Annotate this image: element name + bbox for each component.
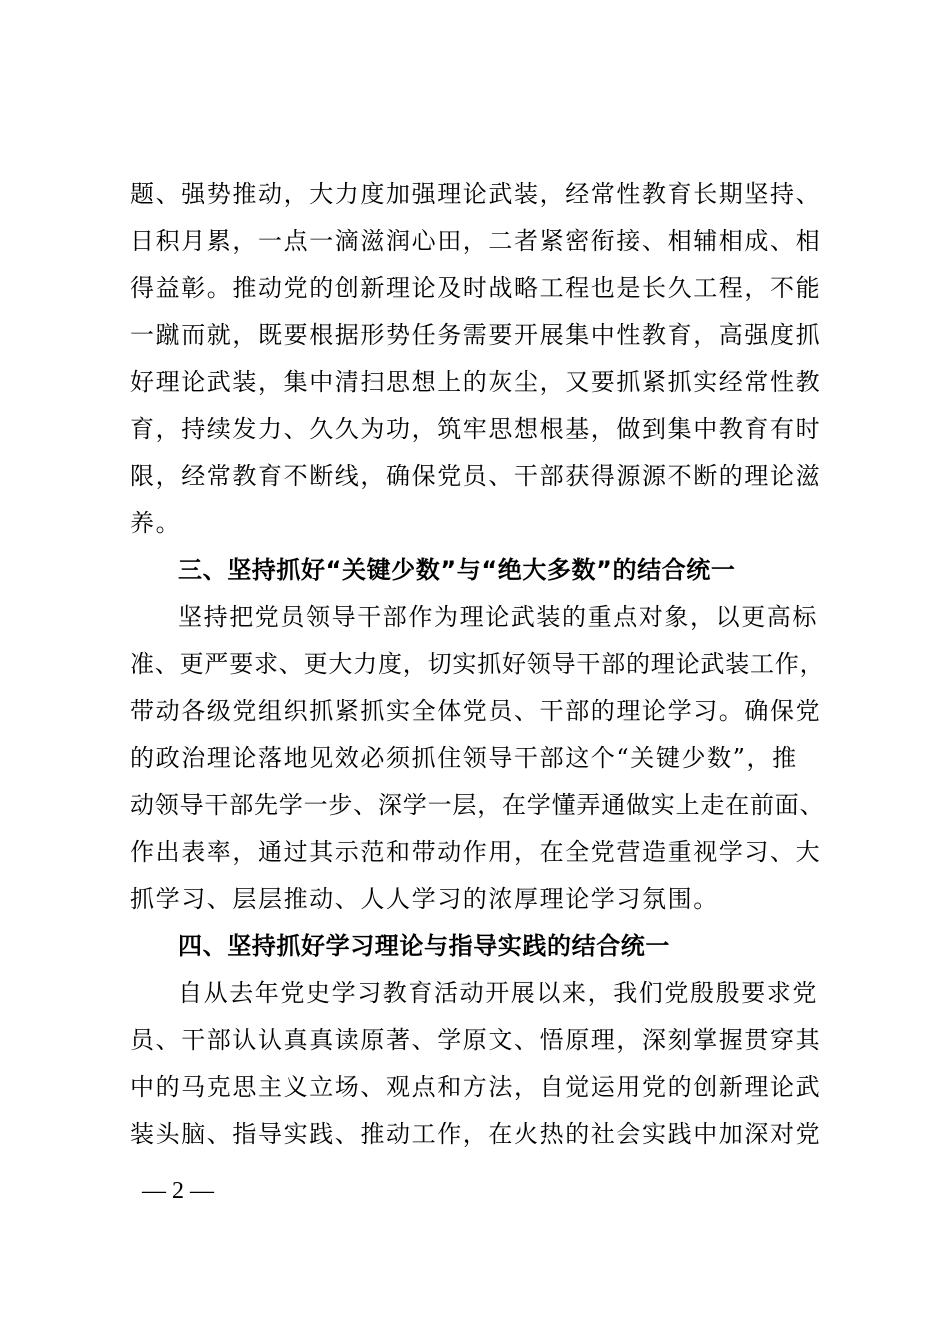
paragraph-line: 自从去年党史学习教育活动开展以来，我们党殷殷要求党 <box>178 979 818 1007</box>
paragraph-line: 日积月累，一点一滴滋润心田，二者紧密衔接、相辅相成、相 <box>130 227 822 255</box>
paragraph-line: 的政治理论落地见效必须抓住领导干部这个“关键少数”，推 <box>130 744 798 772</box>
paragraph-line: 员、干部认认真真读原著、学原文、悟原理，深刻掌握贯穿其 <box>130 1026 822 1054</box>
section-heading-4: 四、坚持抓好学习理论与指导实践的结合统一 <box>178 932 670 960</box>
paragraph-line: 得益彰。推动党的创新理论及时战略工程也是长久工程，不能 <box>130 274 822 302</box>
paragraph-line: 准、更严要求、更大力度，切实抓好领导干部的理论武装工作， <box>130 650 825 678</box>
paragraph-line: 题、强势推动，大力度加强理论武装，经常性教育长期坚持、 <box>130 180 822 208</box>
paragraph-line: 养。 <box>130 509 182 537</box>
paragraph-line: 育，持续发力、久久为功，筑牢思想根基，做到集中教育有时 <box>130 415 822 443</box>
paragraph-line: 动领导干部先学一步、深学一层，在学懂弄通做实上走在前面、 <box>130 791 825 819</box>
paragraph-line: 装头脑、指导实践、推动工作，在火热的社会实践中加深对党 <box>130 1120 822 1148</box>
paragraph-line: 限，经常教育不断线，确保党员、干部获得源源不断的理论滋 <box>130 462 822 490</box>
paragraph-line: 好理论武装，集中清扫思想上的灰尘，又要抓紧抓实经常性教 <box>130 368 822 396</box>
section-heading-3: 三、坚持抓好“关键少数”与“绝大多数”的结合统一 <box>178 556 736 584</box>
paragraph-line: 坚持把党员领导干部作为理论武装的重点对象，以更高标 <box>178 603 818 631</box>
paragraph-line: 带动各级党组织抓紧抓实全体党员、干部的理论学习。确保党 <box>130 697 822 725</box>
paragraph-line: 作出表率，通过其示范和带动作用，在全党营造重视学习、大 <box>130 838 822 866</box>
paragraph-line: 中的马克思主义立场、观点和方法，自觉运用党的创新理论武 <box>130 1073 822 1101</box>
page-number: — 2 — <box>142 1178 214 1204</box>
paragraph-line: 一蹴而就，既要根据形势任务需要开展集中性教育，高强度抓 <box>130 321 822 349</box>
paragraph-line: 抓学习、层层推动、人人学习的浓厚理论学习氛围。 <box>130 885 719 913</box>
